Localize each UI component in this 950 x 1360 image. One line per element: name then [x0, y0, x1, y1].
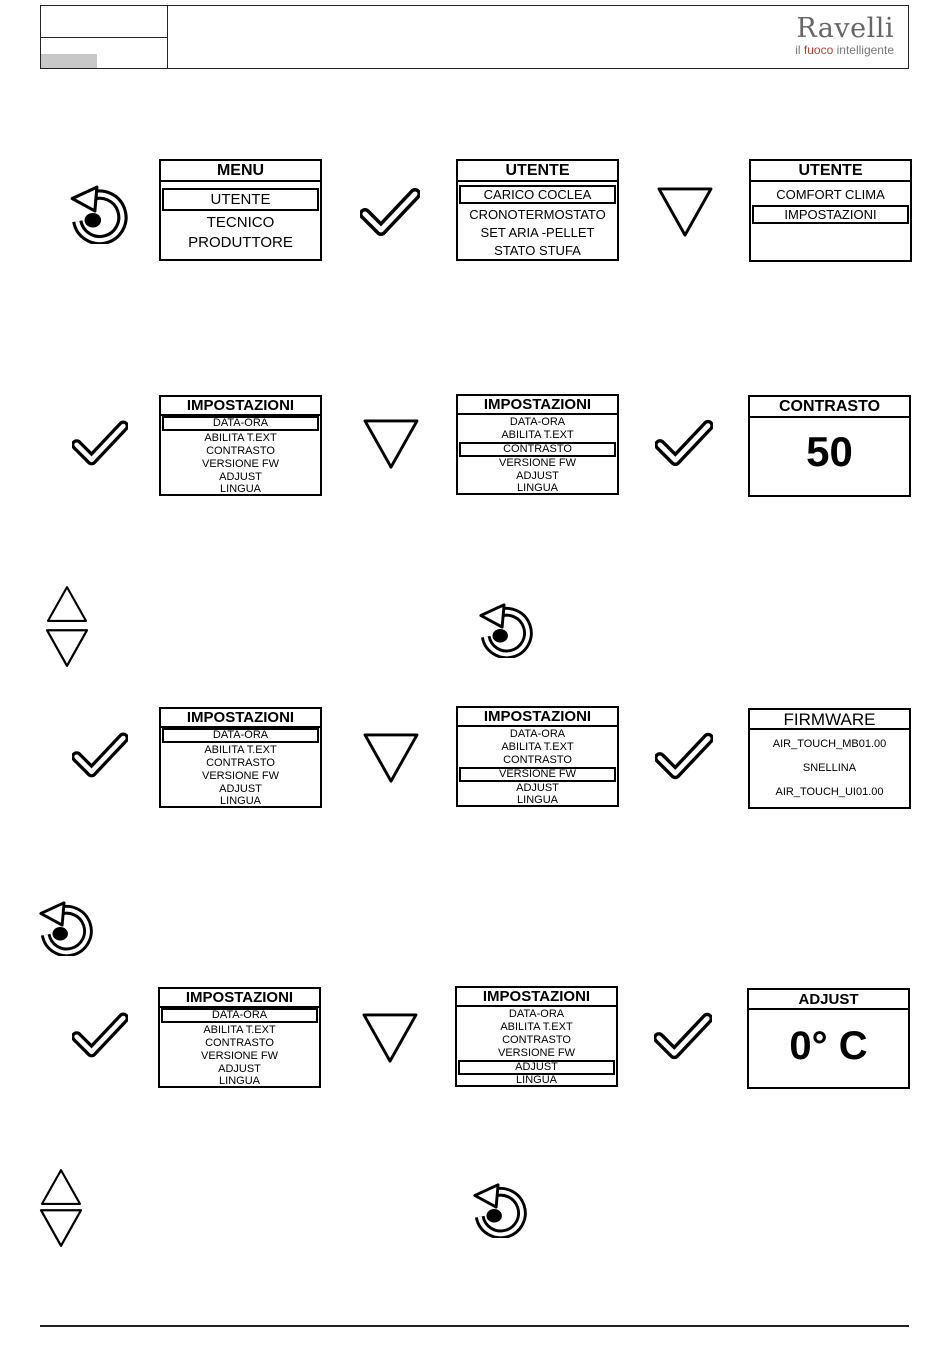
down-arrow-icon[interactable] [44, 628, 90, 668]
menu-item-utente[interactable]: UTENTE [162, 188, 319, 211]
screen-utente-1 [456, 159, 619, 261]
menu-item-tecnico[interactable]: TECNICO [206, 214, 275, 231]
screen-impostazioni [158, 987, 321, 1088]
check-icon[interactable] [654, 1010, 712, 1060]
menu-item-lingua[interactable]: LINGUA [516, 1074, 557, 1086]
menu-item-adjust[interactable]: ADJUST [219, 783, 262, 795]
screen-impostazioni [455, 986, 618, 1087]
menu-item-abilita-text[interactable]: ABILITA T.EXT [501, 741, 574, 753]
menu-item-data-ora[interactable]: DATA-ORA [161, 1008, 318, 1023]
menu-item-cronotermostato[interactable]: CRONOTERMOSTATO [469, 207, 606, 222]
back-icon[interactable] [36, 898, 96, 956]
up-arrow-icon[interactable] [38, 1168, 84, 1206]
brand-logo [795, 14, 894, 57]
down-arrow-icon[interactable] [362, 732, 420, 784]
menu-item-stato-stufa[interactable]: STATO STUFA [494, 243, 581, 258]
screen-adjust [747, 988, 910, 1089]
page-header [40, 5, 909, 69]
menu-item-contrasto[interactable]: CONTRASTO [205, 1037, 274, 1049]
screen-title: MENU [161, 161, 320, 182]
firmware-mb-version: AIR_TOUCH_MB01.00 [772, 738, 887, 750]
menu-item-versione-fw[interactable]: VERSIONE FW [201, 458, 279, 470]
check-icon[interactable] [360, 186, 420, 236]
contrast-value: 50 [806, 428, 853, 475]
menu-item-adjust[interactable]: ADJUST [458, 1060, 615, 1075]
adjust-value: 0° C [789, 1024, 868, 1068]
check-icon[interactable] [655, 418, 713, 466]
screen-title: IMPOSTAZIONI [161, 397, 320, 416]
back-icon[interactable] [476, 600, 536, 658]
menu-item-versione-fw[interactable]: VERSIONE FW [459, 767, 616, 782]
menu-item-set-aria-pellet[interactable]: SET ARIA -PELLET [480, 225, 595, 240]
screen-menu [159, 159, 322, 261]
menu-item-abilita-text[interactable]: ABILITA T.EXT [204, 432, 277, 444]
menu-item-lingua[interactable]: LINGUA [517, 794, 558, 806]
screen-title: FIRMWARE [750, 710, 909, 730]
menu-item-versione-fw[interactable]: VERSIONE FW [497, 1047, 575, 1059]
up-arrow-icon[interactable] [44, 585, 90, 623]
screen-title: IMPOSTAZIONI [457, 988, 616, 1007]
check-icon[interactable] [72, 418, 128, 466]
menu-item-versione-fw[interactable]: VERSIONE FW [200, 1050, 278, 1062]
menu-item-contrasto[interactable]: CONTRASTO [206, 445, 275, 457]
header-divider [41, 37, 167, 38]
menu-item-carico-coclea[interactable]: CARICO COCLEA [459, 185, 616, 204]
menu-item-versione-fw[interactable]: VERSIONE FW [498, 457, 576, 469]
screen-title: IMPOSTAZIONI [161, 709, 320, 728]
down-arrow-icon[interactable] [655, 186, 715, 238]
check-icon[interactable] [655, 730, 713, 780]
screen-title: UTENTE [458, 161, 617, 182]
screen-impostazioni [456, 706, 619, 807]
menu-item-lingua[interactable]: LINGUA [220, 483, 261, 495]
menu-item-abilita-text[interactable]: ABILITA T.EXT [204, 744, 277, 756]
menu-item-impostazioni[interactable]: IMPOSTAZIONI [752, 205, 909, 224]
menu-item-versione-fw[interactable]: VERSIONE FW [201, 770, 279, 782]
header-grey-block [41, 54, 97, 68]
menu-item-contrasto[interactable]: CONTRASTO [502, 1034, 571, 1046]
menu-item-data-ora[interactable]: DATA-ORA [162, 416, 319, 431]
menu-item-abilita-text[interactable]: ABILITA T.EXT [501, 429, 574, 441]
screen-impostazioni [159, 707, 322, 808]
menu-item-adjust[interactable]: ADJUST [218, 1063, 261, 1075]
firmware-ui-version: AIR_TOUCH_UI01.00 [775, 786, 884, 798]
check-icon[interactable] [72, 1010, 128, 1058]
back-icon[interactable] [470, 1180, 530, 1238]
menu-item-lingua[interactable]: LINGUA [219, 1075, 260, 1087]
screen-title: IMPOSTAZIONI [458, 708, 617, 727]
menu-item-abilita-text[interactable]: ABILITA T.EXT [203, 1024, 276, 1036]
back-icon[interactable] [68, 182, 130, 244]
screen-title: IMPOSTAZIONI [458, 396, 617, 415]
footer-rule [40, 1325, 909, 1327]
menu-item-data-ora[interactable]: DATA-ORA [509, 728, 566, 740]
menu-item-lingua[interactable]: LINGUA [517, 482, 558, 494]
down-arrow-icon[interactable] [38, 1208, 84, 1248]
screen-title: UTENTE [751, 161, 910, 182]
menu-item-contrasto[interactable]: CONTRASTO [206, 757, 275, 769]
menu-item-adjust[interactable]: ADJUST [516, 470, 559, 482]
menu-item-produttore[interactable]: PRODUTTORE [188, 234, 293, 251]
menu-item-data-ora[interactable]: DATA-ORA [509, 416, 566, 428]
brand-name: Ravelli [796, 13, 894, 44]
screen-utente-2 [749, 159, 912, 262]
down-arrow-icon[interactable] [362, 418, 420, 470]
screen-impostazioni [159, 395, 322, 496]
menu-item-abilita-text[interactable]: ABILITA T.EXT [500, 1021, 573, 1033]
menu-item-data-ora[interactable]: DATA-ORA [508, 1008, 565, 1020]
menu-item-adjust[interactable]: ADJUST [516, 782, 559, 794]
down-arrow-icon[interactable] [361, 1012, 419, 1064]
menu-item-adjust[interactable]: ADJUST [219, 471, 262, 483]
screen-firmware [748, 708, 911, 809]
screen-impostazioni [456, 394, 619, 495]
menu-item-comfort-clima[interactable]: COMFORT CLIMA [776, 187, 885, 202]
screen-title: IMPOSTAZIONI [160, 989, 319, 1008]
firmware-model-name: SNELLINA [802, 762, 857, 774]
menu-item-contrasto[interactable]: CONTRASTO [459, 442, 616, 457]
screen-title: CONTRASTO [750, 397, 909, 418]
check-icon[interactable] [72, 730, 128, 778]
menu-item-lingua[interactable]: LINGUA [220, 795, 261, 807]
screen-title: ADJUST [749, 990, 908, 1010]
brand-tagline: il fuoco intelligente [795, 43, 894, 57]
screen-contrasto [748, 395, 911, 497]
menu-item-data-ora[interactable]: DATA-ORA [162, 728, 319, 743]
menu-item-contrasto[interactable]: CONTRASTO [503, 754, 572, 766]
